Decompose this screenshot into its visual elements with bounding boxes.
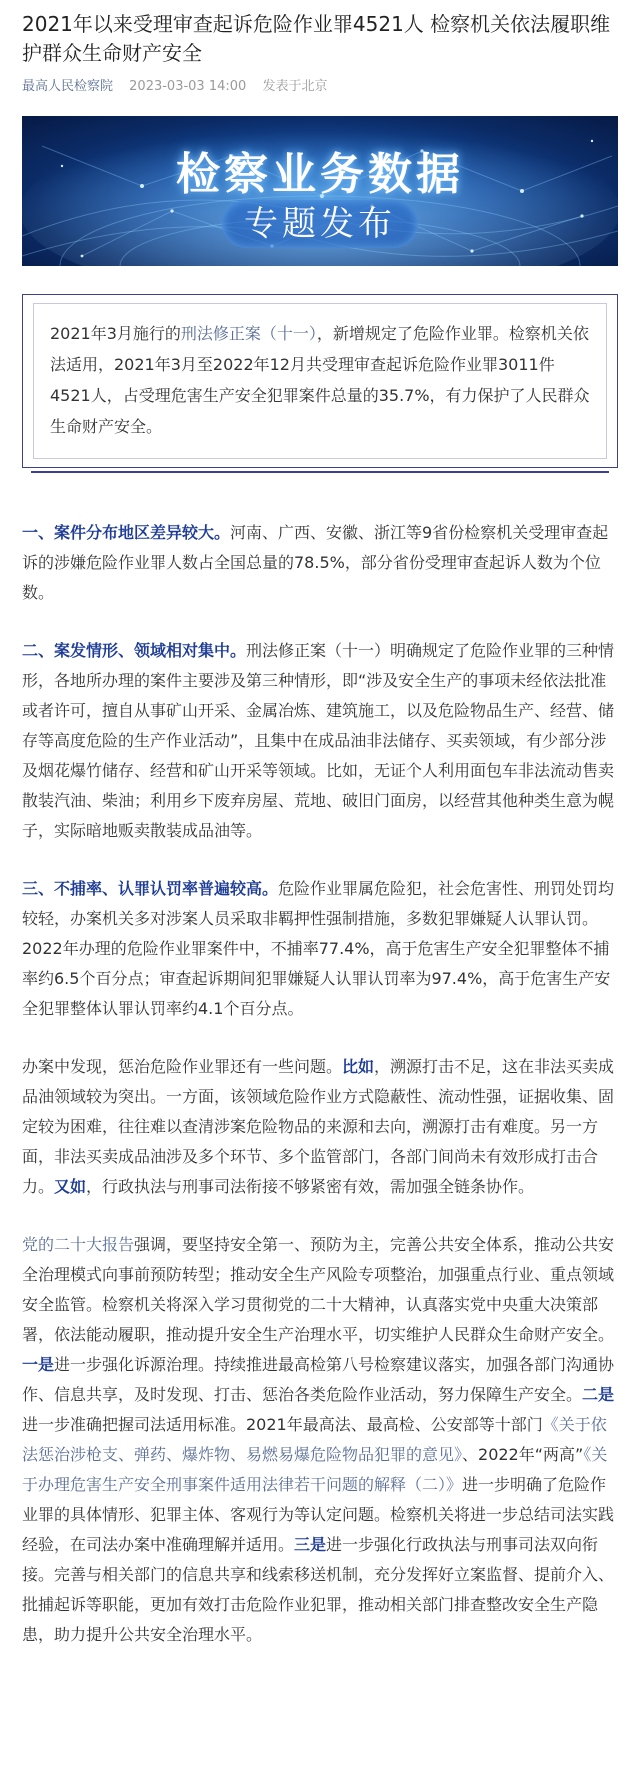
measures-bold-2: 二是 (582, 1385, 615, 1404)
problems-text-2: ，溯源打击不足，这在非法买卖成品油领域较为突出。一方面，该领域危险作业方式隐蔽性、流动性强，证据收集、固定较为困难，往往难以查清涉案危险物品的来源和去向，溯源打击有难度。另一方面，非法买卖成品油涉及多个环节、多个监管部门，各部门间尚未有效形成打击合力。 (22, 1057, 615, 1196)
measures-text-2: 进一步强化诉源治理。持续推进最高检第八号检察建议落实，加强各部门沟通协作、信息共享，及时发现、打击、惩治各类危险作业活动，努力保障生产安全。 (22, 1355, 615, 1404)
article-meta (22, 78, 618, 96)
section-2-text: 刑法修正案（十一）明确规定了危险作业罪的三种情形，各地所办理的案件主要涉及第三种情形，即“涉及安全生产的事项未经依法批准或者许可，擅自从事矿山开采、金属冶炼、建筑施工，以及危险物品生产、经营、储存等高度危险的生产作业活动”，且集中在成品油非法储存、买卖领域，有少部分涉及烟花爆竹储存、经营和矿山开采等领域。比如，无证个人利用面包车非法流动售卖散装汽油、柴油；利用乡下废弃房屋、荒地、破旧门面房，以经营其他种类生意为幌子，实际暗地贩卖散装成品油等。 (22, 641, 615, 840)
section-2-paragraph (22, 636, 618, 846)
article-location: 发表于北京 (262, 79, 328, 94)
banner-image (22, 116, 618, 266)
summary-bottom-border (31, 471, 609, 473)
problems-text-1: 办案中发现，惩治危险作业罪还有一些问题。 (22, 1057, 343, 1076)
opinions-document-link[interactable]: 《关于依法惩治涉枪支、弹药、爆炸物、易燃易爆危险物品犯罪的意见》 (22, 1415, 607, 1464)
section-3-paragraph (22, 874, 618, 1024)
summary-text-part2: ，新增规定了危险作业罪。检察机关依法适用，2021年3月至2022年12月共受理审查起诉危险作业罪3011件4521人，占受理危害生产安全犯罪案件总量的35.7%，有力保护了人民群众生命财产安全。 (50, 324, 590, 436)
banner-subtitle: 专题发布 (222, 200, 418, 248)
banner-title: 检察业务数据 (176, 149, 464, 200)
measures-paragraph (22, 1230, 618, 1650)
measures-text-5: 进一步明确了危险作业罪的具体情形、犯罪主体、客观行为等认定问题。检察机关将进一步总结司法实践经验，在司法办案中准确理解并适用。 (22, 1475, 615, 1554)
problems-bold-1: 比如 (342, 1057, 375, 1076)
summary-text (33, 303, 607, 459)
section-1-paragraph (22, 518, 618, 608)
problems-text-3: ，行政执法与刑事司法衔接不够紧密有效，需加强全链条协作。 (86, 1177, 535, 1196)
article-title: 2021年以来受理审查起诉危险作业罪4521人 检察机关依法履职维护群众生命财产安全 (22, 12, 611, 65)
article-time: 2023-03-03 14:00 (129, 79, 247, 94)
measures-text-1: 强调，要坚持安全第一、预防为主，完善公共安全体系，推动公共安全治理模式向事前预防转型；推动安全生产风险专项整治，加强重点行业、重点领域安全监管。检察机关将深入学习贯彻党的二十大精神，认真落实党中央重大决策部署，依法能动履职，推动提升安全生产治理水平，切实维护人民群众生命财产安全。 (22, 1235, 615, 1344)
measures-bold-1: 一是 (22, 1355, 55, 1374)
section-3-heading: 三、不捕率、认罪认罚率普遍较高。 (22, 879, 279, 898)
twentieth-congress-report-link[interactable]: 党的二十大报告 (22, 1235, 135, 1254)
problems-paragraph (22, 1052, 618, 1202)
section-1-text: 河南、广西、安徽、浙江等9省份检察机关受理审查起诉的涉嫌危险作业罪人数占全国总量的78.5%，部分省份受理审查起诉人数为个位数。 (22, 523, 609, 602)
section-2-heading: 二、案发情形、领域相对集中。 (22, 641, 247, 660)
section-3-text: 危险作业罪属危险犯，社会危害性、刑罚处罚均较轻，办案机关多对涉案人员采取非羁押性强制措施，多数犯罪嫌疑人认罪认罚。2022年办理的危险作业罪案件中，不捕率77.4%，高于危害生产安全犯罪整体不捕率约6.5个百分点；审查起诉期间犯罪嫌疑人认罪认罚率为97.4%，高于危害生产安全犯罪整体认罪认罚率约4.1个百分点。 (22, 879, 615, 1018)
interpretation-document-link[interactable]: 《关于办理危害生产安全刑事案件适用法律若干问题的解释（二）》 (22, 1445, 608, 1494)
measures-bold-3: 三是 (294, 1535, 327, 1554)
section-1-heading: 一、案件分布地区差异较大。 (22, 523, 231, 542)
measures-text-3: 进一步准确把握司法适用标准。2021年最高法、最高检、公安部等十部门 (22, 1415, 543, 1434)
criminal-law-amendment-link[interactable]: 刑法修正案（十一） (180, 324, 317, 343)
measures-text-6: 进一步强化行政执法与刑事司法双向衔接。完善与相关部门的信息共享和线索移送机制，充分发挥好立案监督、提前介入、批捕起诉等职能，更加有效打击危险作业犯罪，推动相关部门排查整改安全生产隐患，助力提升公共安全治理水平。 (22, 1535, 615, 1644)
measures-text-4: 、2022年“两高” (462, 1445, 584, 1464)
summary-box (22, 294, 618, 468)
summary-text-part1: 2021年3月施行的 (50, 324, 181, 343)
problems-bold-2: 又如 (54, 1177, 87, 1196)
article-source-link[interactable]: 最高人民检察院 (22, 79, 114, 94)
